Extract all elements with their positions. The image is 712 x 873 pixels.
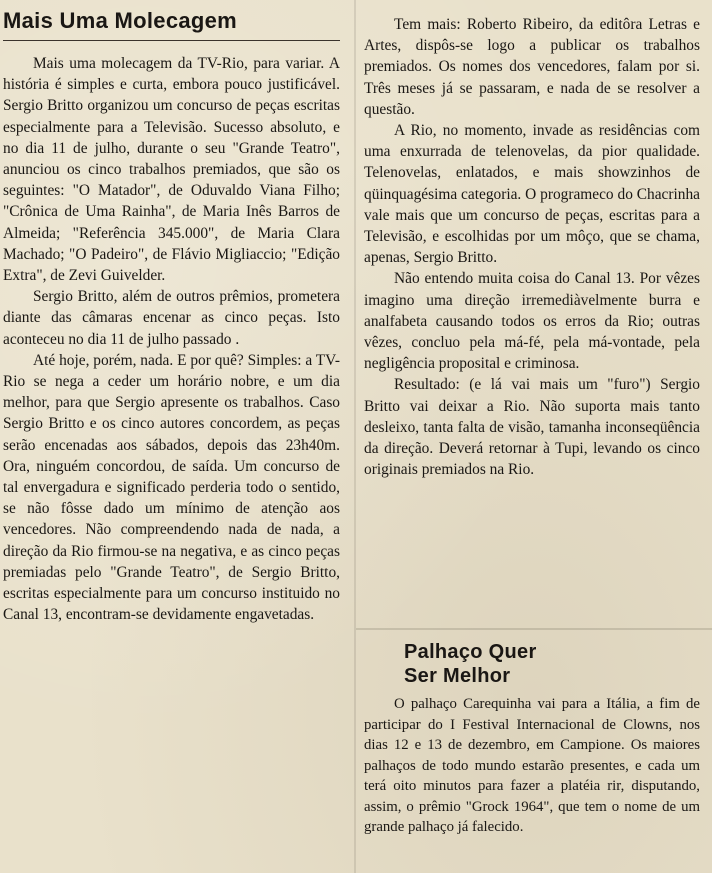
article-headline: Mais Uma Molecagem	[3, 8, 238, 33]
second-article-headline: Palhaço Quer Ser Melhor	[404, 641, 537, 687]
article-paragraph: Não entendo muita coisa do Canal 13. Por vêzes imagino uma direção irremediàvelmente burra e analfabeta causando todos os erros da Rio; outras vêzes, concluo pela má-fé, pela má-vontade, pela negligência proposital e criminosa.	[364, 270, 700, 373]
article-paragraph: Mais uma molecagem da TV-Rio, para variar. A história é simples e curta, embora pouco justificável. Sergio Britto organizou um concurso de peças escritas especialmente para a Televisão. Sucesso absoluto, e no dia 11 de julho, durante o seu "Grande Teatro", anunciou os cinco trabalhos premiados, que são os seguintes: "O Matador", de Oduvaldo Viana Filho; "Crônica de Uma Rainha", de Maria Inês Barros de Almeida; "Referência 345.000", de Maria Clara Machado; "O Padeiro", de Flávio Migliaccio; "Edição Extra", de Zevi Guivelder.	[3, 55, 340, 285]
article-paragraph: Sergio Britto, além de outros prêmios, prometera diante das câmaras encenar as cinco peças. Isto aconteceu no dia 11 de julho passado .	[3, 288, 340, 348]
article-paragraph: Resultado: (e lá vai mais um "furo") Sergio Britto vai deixar a Rio. Não suporta mais tanto desleixo, tanta falta de visão, tamanha inconseqüência da direção. Deverá retornar à Tupi, levando os cinco originais premiados na Rio.	[364, 376, 700, 479]
article-paragraph: A Rio, no momento, invade as residências com uma enxurrada de telenovelas, da pior qualidade. Telenovelas, enlatados, e mais showzinhos de qüinquagésima categoria. O programeco do Chacrinha vale mais que um concurso de peças, escritas para a Televisão, e escolhidas por um môço, que se chama, apenas, Sergio Britto.	[364, 122, 700, 267]
article-paragraph: Tem mais: Roberto Ribeiro, da editôra Letras e Artes, dispôs-se logo a publicar os trabalhos premiados. Os nomes dos vencedores, falam por si. Três meses já se passaram, e nada de se resolver a questão.	[364, 16, 700, 118]
second-article	[356, 640, 712, 838]
article-paragraph: Até hoje, porém, nada. E por quê? Simples: a TV-Rio se nega a ceder um horário nobre, e um dia melhor, para que Sergio apresente os trabalhos. Caso Sergio Britto e os cinco autores concordem, as peças serão encenadas aos sábados, depois das 23h40m. Ora, ninguém concordou, de saída. Um concurso de tal envergadura e significado perderia todo o sentido, se não fôsse dado um mínimo de atenção aos vencedores. Não compreendendo nada de nada, a direção da Rio firmou-se na negativa, e as cinco peças premiadas pelo "Grande Teatro", de Sergio Britto, escritas especialmente para um concurso instituido no Canal 13, encontram-se devidamente engavetadas.	[3, 351, 340, 624]
headline-rule	[3, 40, 340, 41]
second-article-paragraph: O palhaço Carequinha vai para a Itália, a fim de participar do I Festival Internacional de Clowns, nos dias 12 e 13 de dezembro, em Campione. Os maiores palhaços de todo mundo estarão presentes, e cada um terá oito minutos para fazer a platéia rir, disputando, assim, o prêmio "Grock 1964", que tem o nome de um grande palhaço já falecido.	[364, 696, 700, 835]
right-column	[356, 0, 712, 873]
paper-fold-line	[356, 628, 712, 630]
